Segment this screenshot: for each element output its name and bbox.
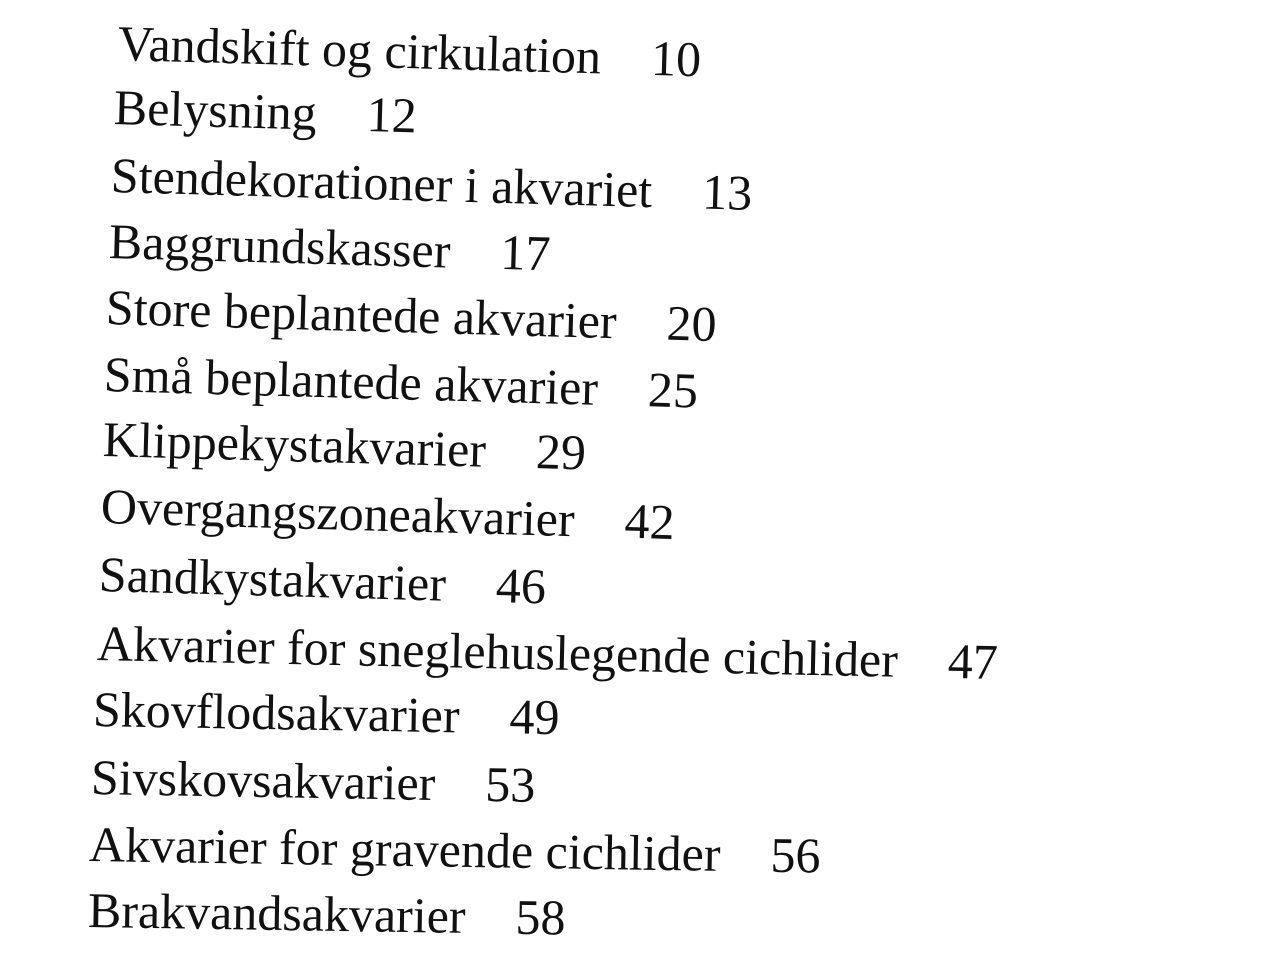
toc-entry-title: Sivskovsakvarier: [90, 749, 436, 812]
toc-entry-page: 42: [623, 492, 676, 551]
toc-entry-page: 10: [650, 29, 702, 88]
toc-entry-title: Vandskift og cirkulation: [117, 15, 602, 85]
cropped-top-line: [120, 0, 340, 12]
toc-entry-page: 12: [365, 86, 418, 144]
toc-entry: [90, 749, 536, 813]
toc-entry-title: Belysning: [113, 79, 318, 141]
toc-entry-page: 46: [495, 557, 547, 615]
toc-entry-page: 25: [647, 361, 699, 419]
toc-entry-title: Akvarier for sneglehuslegende cichlider: [96, 615, 899, 688]
toc-entry-title: Stendekorationer i akvariet: [110, 147, 654, 219]
toc-entry: [98, 546, 547, 615]
toc-entry-page: 20: [665, 294, 718, 353]
toc-entry-page: 49: [509, 688, 560, 746]
toc-entry-title: Akvarier for gravende cichlider: [88, 816, 721, 882]
toc-entry-page: 13: [701, 163, 754, 221]
toc-entry-page: 58: [515, 888, 567, 946]
toc-entry: [113, 79, 418, 144]
toc-entry: [108, 213, 552, 282]
toc-entry: [117, 15, 702, 88]
toc-entry: [92, 681, 560, 746]
toc-entry: [105, 279, 718, 353]
toc-entry-page: 47: [947, 632, 999, 690]
toc-entry-title: Overgangszoneakvarier: [100, 478, 576, 548]
toc-entry-title: Små beplantede akvarier: [103, 346, 599, 416]
toc-entry-title: Brakvandsakvarier: [87, 882, 467, 944]
toc-entry: [110, 147, 754, 221]
toc-entry-title: Baggrundskasser: [108, 213, 452, 279]
toc-entry-title: Klippekystakvarier: [102, 411, 487, 478]
toc-entry-page: 56: [770, 826, 821, 884]
toc-entry-title: Skovflodsakvarier: [92, 681, 461, 744]
toc-entry-page: 17: [499, 223, 552, 282]
toc-entry-page: 53: [484, 755, 536, 813]
toc-entry: [100, 478, 676, 551]
toc-entry-title: Store beplantede akvarier: [105, 279, 618, 350]
toc-entry: [103, 346, 699, 419]
toc-entry: [88, 816, 821, 884]
toc-entry: [96, 615, 999, 690]
toc-entry-page: 29: [535, 423, 587, 481]
toc-entry: [102, 411, 587, 481]
toc-entry: [87, 882, 567, 946]
toc-entry-title: Sandkystakvarier: [98, 546, 447, 612]
cropped-bottom-line: [88, 950, 98, 960]
